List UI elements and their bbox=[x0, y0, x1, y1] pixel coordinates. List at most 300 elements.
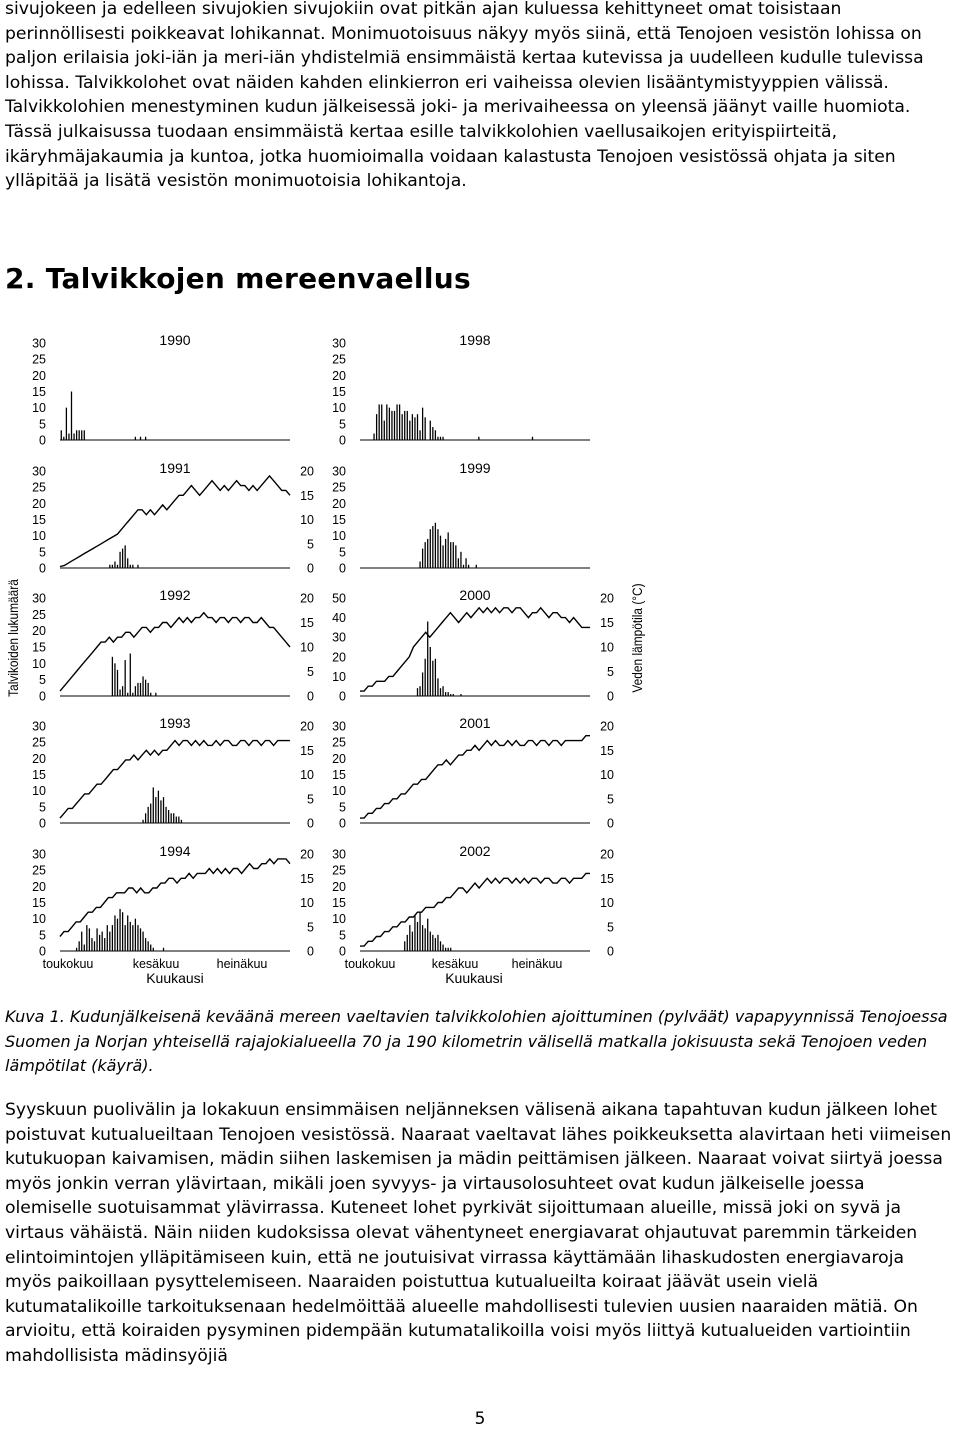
panel-1993-bar bbox=[176, 817, 177, 823]
panel-1994-bar bbox=[81, 932, 82, 951]
panel-1992-bar bbox=[148, 683, 149, 696]
panel-2001-temp-tick: 20 bbox=[600, 719, 614, 734]
panel-1999-bar bbox=[453, 542, 454, 568]
panel-1998-ytick: 25 bbox=[332, 352, 346, 367]
panel-1993-bar bbox=[160, 800, 161, 823]
panel-1998-ytick: 20 bbox=[332, 368, 346, 383]
panel-1992-ytick: 5 bbox=[39, 673, 46, 688]
panel-2000-ytick: 30 bbox=[332, 630, 346, 645]
panel-1993-bar bbox=[145, 813, 146, 823]
panel-1998-bar bbox=[417, 414, 418, 440]
panel-2000-bar bbox=[419, 686, 420, 696]
panel-1993-bar bbox=[153, 787, 154, 823]
panel-1994-ytick: 10 bbox=[32, 912, 46, 927]
panel-1999-ytick: 20 bbox=[332, 496, 346, 511]
panel-1990-bar bbox=[61, 430, 62, 440]
panel-1999-bar bbox=[445, 539, 446, 568]
panel-1990-bar bbox=[68, 434, 69, 440]
panel-1998-bar bbox=[478, 437, 479, 440]
panel-2000-bar bbox=[435, 659, 436, 696]
panel-1992-bar bbox=[125, 660, 126, 696]
panel-1994-temp-tick: 15 bbox=[300, 871, 314, 886]
panel-1993-temp-tick: 15 bbox=[300, 743, 314, 758]
panel-1993-ytick: 10 bbox=[32, 784, 46, 799]
figure-1 bbox=[0, 318, 960, 990]
panel-1998-bar bbox=[399, 404, 400, 440]
panel-1998-bar bbox=[422, 408, 423, 440]
panel-2000-ytick: 10 bbox=[332, 669, 346, 684]
panel-1994-bar bbox=[91, 938, 92, 951]
panel-1990-bar bbox=[63, 437, 64, 440]
panel-1998-bar bbox=[394, 411, 395, 440]
panel-1998-bar bbox=[386, 404, 387, 440]
panel-1992-bar bbox=[140, 683, 141, 696]
panel-1993-temp-tick: 10 bbox=[300, 768, 314, 782]
panel-1993-bar bbox=[168, 810, 169, 823]
panel-1999-bar bbox=[463, 565, 464, 568]
panel-1990-bar bbox=[84, 430, 85, 440]
panel-1992-ytick: 0 bbox=[39, 689, 46, 704]
panel-1994-bar bbox=[112, 925, 113, 951]
panel-1991-ytick: 0 bbox=[39, 561, 46, 576]
panel-1990-bar bbox=[140, 437, 141, 440]
panel-1994-bar bbox=[102, 932, 103, 951]
panel-2000-ytick: 0 bbox=[339, 689, 346, 704]
panel-1999-ytick: 5 bbox=[339, 545, 346, 560]
panel-1991-title: 1991 bbox=[159, 460, 191, 476]
panel-1990-ytick: 25 bbox=[32, 352, 46, 367]
panel-1993-bar bbox=[178, 817, 179, 823]
panel-1991-bar bbox=[137, 565, 138, 568]
panel-1994-ytick: 5 bbox=[39, 928, 46, 943]
panel-2001-ytick: 20 bbox=[332, 751, 346, 766]
panel-1994-temperature-line bbox=[60, 859, 290, 937]
panel-1994-bar bbox=[135, 919, 136, 951]
panel-2000-bar bbox=[442, 686, 443, 696]
panel-1999-bar bbox=[425, 542, 426, 568]
panel-1994-bar bbox=[142, 932, 143, 951]
panel-1993-bar bbox=[171, 813, 172, 823]
panel-1994-temp-tick: 0 bbox=[307, 944, 314, 959]
panel-1994-ytick: 0 bbox=[39, 944, 46, 959]
x-axis-label-right: Kuukausi bbox=[445, 970, 503, 986]
panel-1991-temperature-line bbox=[60, 476, 290, 567]
panel-1998-bar bbox=[435, 430, 436, 440]
panel-1991-temp-tick: 10 bbox=[300, 513, 314, 527]
panel-2002-bar bbox=[442, 945, 443, 951]
panel-2002-ytick: 10 bbox=[332, 912, 346, 927]
x-tick-heinakuu-left: heinäkuu bbox=[216, 957, 268, 971]
panel-1994-bar bbox=[127, 915, 128, 951]
panel-1999-bar bbox=[468, 565, 469, 568]
panel-2000-temp-tick: 0 bbox=[607, 689, 614, 704]
y-axis-label-left: Talvikoiden lukumäärä bbox=[5, 579, 22, 697]
panel-1998-bar bbox=[409, 421, 410, 440]
panel-1993-bar bbox=[142, 820, 143, 823]
panel-1990-bar bbox=[81, 430, 82, 440]
panel-1998-bar bbox=[389, 408, 390, 440]
panel-1991-bar bbox=[112, 565, 113, 568]
panel-1994-bar bbox=[107, 925, 108, 951]
panel-1991-temp-tick: 0 bbox=[307, 561, 314, 576]
panel-1993-ytick: 0 bbox=[39, 816, 46, 831]
panel-1994-ytick: 30 bbox=[32, 847, 46, 862]
panel-1991-bar bbox=[117, 565, 118, 568]
panel-1999-bar bbox=[427, 539, 428, 568]
panel-1998-ytick: 30 bbox=[332, 336, 346, 351]
panel-1998-bar bbox=[404, 411, 405, 440]
panel-1992-bar bbox=[117, 670, 118, 696]
panel-2001-temp-tick: 10 bbox=[600, 768, 614, 782]
panel-2002-bar bbox=[430, 932, 431, 951]
panel-2001-title: 2001 bbox=[459, 715, 491, 731]
y-axis-label-right: Veden lämpötila (°C) bbox=[629, 583, 646, 693]
panel-1992-bar bbox=[142, 676, 143, 696]
panel-1994-ytick: 25 bbox=[32, 863, 46, 878]
panel-1992-bar bbox=[119, 689, 120, 696]
panel-1999-title: 1999 bbox=[459, 460, 491, 476]
panel-1994-bar bbox=[76, 948, 77, 951]
panel-1994-bar bbox=[125, 925, 126, 951]
panel-1992-bar bbox=[135, 686, 136, 696]
panel-1994-bar bbox=[84, 945, 85, 951]
panel-2000-bar bbox=[432, 661, 433, 696]
x-axis-label-left: Kuukausi bbox=[146, 970, 204, 986]
panel-1998-bar bbox=[391, 411, 392, 440]
x-tick-kesakuu-left: kesäkuu bbox=[132, 957, 180, 971]
panel-2002-bar bbox=[435, 938, 436, 951]
panel-2000-bar bbox=[427, 622, 428, 696]
panel-1990-ytick: 30 bbox=[32, 336, 46, 351]
panel-2000-ytick: 20 bbox=[332, 650, 346, 665]
panel-1994-bar bbox=[132, 925, 133, 951]
panel-2000-bar bbox=[430, 647, 431, 696]
panel-2000-bar bbox=[417, 688, 418, 696]
panel-1993-ytick: 30 bbox=[32, 719, 46, 734]
panel-1999-bar bbox=[419, 562, 420, 568]
panel-2001-ytick: 0 bbox=[339, 816, 346, 831]
panel-1994-bar bbox=[145, 938, 146, 951]
panel-1994-temp-tick: 20 bbox=[300, 847, 314, 862]
panel-1998-bar bbox=[373, 434, 374, 440]
panel-1998-bar bbox=[437, 437, 438, 440]
panel-2001-temperature-line bbox=[360, 736, 590, 818]
panel-2000-bar bbox=[422, 672, 423, 696]
panel-2002-bar bbox=[448, 948, 449, 951]
panel-1990-ytick: 15 bbox=[32, 385, 46, 399]
panel-1992-temperature-line bbox=[60, 613, 290, 691]
panel-1998-bar bbox=[440, 437, 441, 440]
panel-1998-bar bbox=[396, 404, 397, 440]
panel-2002-ytick: 15 bbox=[332, 896, 346, 910]
panel-1990-ytick: 10 bbox=[32, 401, 46, 416]
panel-1993-bar bbox=[158, 791, 159, 823]
panel-1990-bar bbox=[76, 430, 77, 440]
panel-2001-ytick: 15 bbox=[332, 768, 346, 782]
panel-2000-bar bbox=[425, 659, 426, 696]
panel-1991-bar bbox=[127, 558, 128, 568]
panel-2002-temp-tick: 20 bbox=[600, 847, 614, 862]
panel-1991-ytick: 15 bbox=[32, 513, 46, 527]
panel-1992-bar bbox=[155, 693, 156, 696]
panel-1994-temp-tick: 10 bbox=[300, 896, 314, 910]
panel-2002-ytick: 5 bbox=[339, 928, 346, 943]
panel-1992-bar bbox=[132, 693, 133, 696]
panel-2002-bar bbox=[427, 919, 428, 951]
panel-2000-temperature-line bbox=[360, 608, 590, 691]
panel-1991-bar bbox=[109, 565, 110, 568]
panel-2002-temp-tick: 15 bbox=[600, 871, 614, 886]
panel-2002-bar bbox=[407, 935, 408, 951]
panel-1994-bar bbox=[79, 941, 80, 951]
panel-1998-ytick: 5 bbox=[339, 417, 346, 432]
panel-2001-ytick: 30 bbox=[332, 719, 346, 734]
panel-1993-temp-tick: 0 bbox=[307, 816, 314, 831]
panel-2000-bar bbox=[453, 694, 454, 696]
panel-1992-ytick: 10 bbox=[32, 656, 46, 671]
panel-1999-ytick: 10 bbox=[332, 529, 346, 544]
panel-1993-bar bbox=[163, 797, 164, 823]
panel-1991-temp-tick: 15 bbox=[300, 488, 314, 503]
panel-1990-bar bbox=[71, 392, 72, 441]
panel-1999-bar bbox=[476, 565, 477, 568]
panel-1994-bar bbox=[104, 938, 105, 951]
panel-1999-bar bbox=[430, 529, 431, 568]
panel-1999-ytick: 15 bbox=[332, 513, 346, 527]
caption-label: Kuva 1. bbox=[5, 1007, 65, 1026]
panel-1999-ytick: 30 bbox=[332, 464, 346, 479]
panel-1994-bar bbox=[122, 912, 123, 951]
panel-2000-bar bbox=[437, 678, 438, 696]
panel-2002-bar bbox=[417, 922, 418, 951]
panel-1992-temp-tick: 0 bbox=[307, 689, 314, 704]
panel-1999-bar bbox=[450, 542, 451, 568]
panel-2002-temp-tick: 5 bbox=[607, 920, 614, 935]
panel-1998-bar bbox=[402, 414, 403, 440]
panel-2002-bar bbox=[450, 948, 451, 951]
panel-2002-bar bbox=[409, 925, 410, 951]
panel-1993-temp-tick: 20 bbox=[300, 719, 314, 734]
panel-1992-bar bbox=[114, 663, 115, 696]
panel-2000-ytick: 50 bbox=[332, 591, 346, 606]
panel-1994-bar bbox=[96, 928, 97, 951]
panel-2000-temp-tick: 5 bbox=[607, 665, 614, 679]
panel-2002-temp-tick: 10 bbox=[600, 896, 614, 910]
panel-1999-bar bbox=[455, 545, 456, 568]
panel-2000-temp-tick: 20 bbox=[600, 591, 614, 606]
panel-1993-bar bbox=[173, 813, 174, 823]
panel-1993-ytick: 25 bbox=[32, 735, 46, 750]
panel-2002-bar bbox=[445, 948, 446, 951]
panel-2002-ytick: 25 bbox=[332, 863, 346, 878]
panel-1998-ytick: 10 bbox=[332, 401, 346, 416]
x-tick-toukokuu-right: toukokuu bbox=[344, 957, 396, 971]
panel-1991-temp-tick: 20 bbox=[300, 464, 314, 479]
panel-1998-bar bbox=[532, 437, 533, 440]
panel-1999-bar bbox=[465, 558, 466, 568]
panel-2001-temp-tick: 0 bbox=[607, 816, 614, 831]
x-tick-heinakuu-right: heinäkuu bbox=[511, 957, 563, 971]
panel-1999-bar bbox=[437, 529, 438, 568]
panel-2001-ytick: 25 bbox=[332, 735, 346, 750]
panel-1992-title: 1992 bbox=[159, 587, 191, 603]
intro-paragraph: sivujokeen ja edelleen sivujokien sivujokiin ovat pitkän ajan kuluessa kehittyneet omat toisistaan perinnöllisesti poikkeavat lohikannat. Monimuotoisuus näkyy myös siinä, että Tenojoen vesistön lohissa on paljon erilaisia joki-iän ja meri-iän yhdistelmiä ensimmäistä kertaa kutevissa ja uudelleen kudulle tulevissa lohissa. Talvikkolohet ovat näiden kahden elinkierron eri vaiheissa olevien lisääntymistyyppien välissä. Talvikkolohien menestyminen kudun jälkeisessä joki- ja merivaiheessa on yleensä jäänyt vaille huomiota. Tässä julkaisussa tuodaan ensimmäistä kertaa esille talvikkolohien vaellusaikojen erityispiirteitä, ikäryhmäjakaumia ja kuntoa, jotka huomioimalla voidaan kalastusta Tenojoen vesistössä ohjata ja siten ylläpitää ja lisätä vesistön monimuotoisia lohikantoja. bbox=[5, 0, 924, 192]
panel-1993-title: 1993 bbox=[159, 715, 191, 731]
panel-2002-ytick: 30 bbox=[332, 847, 346, 862]
panel-1992-temp-tick: 10 bbox=[300, 640, 314, 655]
panel-1994-temp-tick: 5 bbox=[307, 920, 314, 935]
panel-2000-bar bbox=[440, 688, 441, 696]
panel-1994-bar bbox=[137, 925, 138, 951]
panel-2002-ytick: 0 bbox=[339, 944, 346, 959]
panel-1991-ytick: 25 bbox=[32, 480, 46, 495]
panel-1994-bar bbox=[94, 941, 95, 951]
panel-1994-bar bbox=[114, 915, 115, 951]
panel-1993-ytick: 15 bbox=[32, 768, 46, 782]
panel-1991-bar bbox=[114, 562, 115, 568]
panel-1993-bar bbox=[148, 807, 149, 823]
panel-1998-bar bbox=[442, 437, 443, 440]
panel-1992-temp-tick: 20 bbox=[300, 591, 314, 606]
panel-1992-temp-tick: 15 bbox=[300, 616, 314, 630]
panel-1998-bar bbox=[425, 417, 426, 440]
panel-1999-ytick: 0 bbox=[339, 561, 346, 576]
panel-1992-bar bbox=[130, 654, 131, 696]
panel-1998-bar bbox=[384, 421, 385, 440]
panel-2002-bar bbox=[425, 928, 426, 951]
page-number: 5 bbox=[474, 1409, 486, 1429]
panel-1992-bar bbox=[122, 686, 123, 696]
panel-1999-bar bbox=[442, 545, 443, 568]
panel-1992-bar bbox=[112, 657, 113, 696]
panel-1992-ytick: 25 bbox=[32, 607, 46, 622]
panel-1998-bar bbox=[419, 430, 420, 440]
panel-2000-bar bbox=[445, 692, 446, 696]
panel-1999-bar bbox=[422, 549, 423, 568]
panel-1994-bar bbox=[117, 919, 118, 951]
panel-1993-bar bbox=[155, 797, 156, 823]
panel-2000-bar bbox=[450, 694, 451, 696]
panel-2000-temp-tick: 10 bbox=[600, 640, 614, 655]
panel-1992-ytick: 15 bbox=[32, 640, 46, 655]
panel-1998-ytick: 15 bbox=[332, 385, 346, 399]
panel-1993-bar bbox=[181, 820, 182, 823]
panel-1993-ytick: 20 bbox=[32, 751, 46, 766]
panel-1994-ytick: 15 bbox=[32, 896, 46, 910]
panel-2002-bar bbox=[404, 941, 405, 951]
panel-1992-bar bbox=[150, 693, 151, 696]
panel-1991-bar bbox=[125, 545, 126, 568]
panel-1991-bar bbox=[130, 565, 131, 568]
panel-1991-ytick: 5 bbox=[39, 545, 46, 560]
panel-1994-bar bbox=[109, 932, 110, 951]
panel-1994-bar bbox=[89, 928, 90, 951]
panel-2002-bar bbox=[432, 935, 433, 951]
panel-1990-ytick: 0 bbox=[39, 433, 46, 448]
panel-2002-temp-tick: 0 bbox=[607, 944, 614, 959]
panel-1994-bar bbox=[99, 935, 100, 951]
panel-2000-title: 2000 bbox=[459, 587, 491, 603]
panel-1990-bar bbox=[73, 434, 74, 440]
panel-2002-bar bbox=[414, 915, 415, 951]
panel-1998-bar bbox=[376, 414, 377, 440]
panel-1992-temp-tick: 5 bbox=[307, 665, 314, 679]
caption-text: Kudunjälkeisenä keväänä mereen vaeltavien talvikkolohien ajoittuminen (pylväät) vapapyynnissä Tenojoessa Suomen ja Norjan yhteisellä rajajokialueella 70 ja 190 kilometrin välisellä matkalla jokisuusta sekä Tenojoen veden lämpötilat (käyrä). bbox=[5, 1007, 948, 1075]
panel-2002-title: 2002 bbox=[459, 843, 491, 859]
panel-1998-bar bbox=[407, 411, 408, 440]
panel-2002-bar bbox=[419, 912, 420, 951]
panel-1991-ytick: 30 bbox=[32, 464, 46, 479]
panel-1991-bar bbox=[132, 565, 133, 568]
panel-2000-ytick: 40 bbox=[332, 611, 346, 626]
panel-1999-bar bbox=[448, 532, 449, 568]
panel-1992-ytick: 20 bbox=[32, 624, 46, 639]
panel-1990-bar bbox=[66, 408, 67, 440]
panel-2000-temp-tick: 15 bbox=[600, 616, 614, 630]
panel-1998-bar bbox=[414, 417, 415, 440]
panel-1993-ytick: 5 bbox=[39, 800, 46, 815]
panel-1991-temp-tick: 5 bbox=[307, 537, 314, 552]
panel-1998-bar bbox=[379, 404, 380, 440]
x-tick-kesakuu-right: kesäkuu bbox=[431, 957, 479, 971]
panel-2002-bar bbox=[422, 925, 423, 951]
x-tick-toukokuu-left: toukokuu bbox=[42, 957, 94, 971]
figure-svg bbox=[0, 318, 960, 990]
panel-1999-bar bbox=[458, 558, 459, 568]
panel-2001-ytick: 10 bbox=[332, 784, 346, 799]
panel-1994-bar bbox=[140, 928, 141, 951]
panel-1998-bar bbox=[381, 404, 382, 440]
panel-1993-bar bbox=[165, 807, 166, 823]
panel-1992-bar bbox=[145, 680, 146, 696]
panel-2000-bar bbox=[448, 692, 449, 696]
panel-1994-ytick: 20 bbox=[32, 879, 46, 894]
panel-1998-bar bbox=[430, 421, 431, 440]
panel-1991-ytick: 20 bbox=[32, 496, 46, 511]
panel-1999-ytick: 25 bbox=[332, 480, 346, 495]
panel-2002-bar bbox=[437, 935, 438, 951]
panel-2001-ytick: 5 bbox=[339, 800, 346, 815]
panel-2001-temp-tick: 15 bbox=[600, 743, 614, 758]
panel-1991-bar bbox=[119, 552, 120, 568]
panel-1992-ytick: 30 bbox=[32, 591, 46, 606]
panel-1993-temperature-line bbox=[60, 741, 290, 819]
figure-caption bbox=[5, 1005, 955, 1079]
panel-1994-bar bbox=[153, 948, 154, 951]
body-paragraph: Syyskuun puolivälin ja lokakuun ensimmäisen neljänneksen välisenä aikana tapahtuvan kudun jälkeen lohet poistuvat kutualueiltaan Tenojoen vesistössä. Naaraat vaeltavat lähes poikkeuksetta alavirtaan heti viimeisen kutukuopan kaivamisen, mädin siihen laskemisen ja mädin peittämisen jälkeen. Naaraat voivat siirtyä joessa myös jonkin verran ylävirtaan, mikäli joen syvyys- ja virtausolosuhteet ovat kudun jälkeiselle joessa olemiselle suotuisammat ylävirrassa. Kuteneet lohet pyrkivät sijoittumaan alueille, missä joki on syvä ja virtaus vähäistä. Näin niiden kudoksissa olevat vähentyneet energiavarat ohjautuvat paremmin tärkeiden elintoimintojen ylläpitämiseen kuin, että ne joutuisivat virrassa käyttämään lihaskudosten energiavaroja myös paikoillaan pysyttelemiseen. Naaraiden poistuttua kutualueilta koiraat jäävät usein vielä kutumatalikoille tarkoituksenaan hedelmöittää alueelle mahdollisesti tulevien uusien naaraiden mätiä. On arvioitu, että koiraiden pysyminen pidempään kutumatalikoilla voisi myös liittyä kutualueiden vartiointiin mahdollisista mädinsyöjiä bbox=[5, 1100, 952, 1366]
panel-1993-bar bbox=[150, 804, 151, 823]
panel-1994-bar bbox=[150, 945, 151, 951]
panel-1998-ytick: 0 bbox=[339, 433, 346, 448]
panel-1994-bar bbox=[130, 922, 131, 951]
panel-1999-bar bbox=[440, 536, 441, 568]
panel-1992-bar bbox=[127, 693, 128, 696]
panel-1994-title: 1994 bbox=[159, 843, 191, 859]
panel-1994-bar bbox=[119, 909, 120, 951]
panel-1998-bar bbox=[412, 414, 413, 440]
panel-1994-bar bbox=[163, 948, 164, 951]
panel-2000-bar bbox=[460, 694, 461, 696]
panel-1990-bar bbox=[135, 437, 136, 440]
panel-1999-bar bbox=[432, 526, 433, 568]
panel-1990-title: 1990 bbox=[159, 332, 191, 348]
panel-1994-bar bbox=[148, 941, 149, 951]
panel-1990-bar bbox=[145, 437, 146, 440]
panel-2001-temp-tick: 5 bbox=[607, 792, 614, 807]
panel-2002-bar bbox=[440, 941, 441, 951]
panel-1992-bar bbox=[137, 683, 138, 696]
panel-1990-ytick: 5 bbox=[39, 417, 46, 432]
